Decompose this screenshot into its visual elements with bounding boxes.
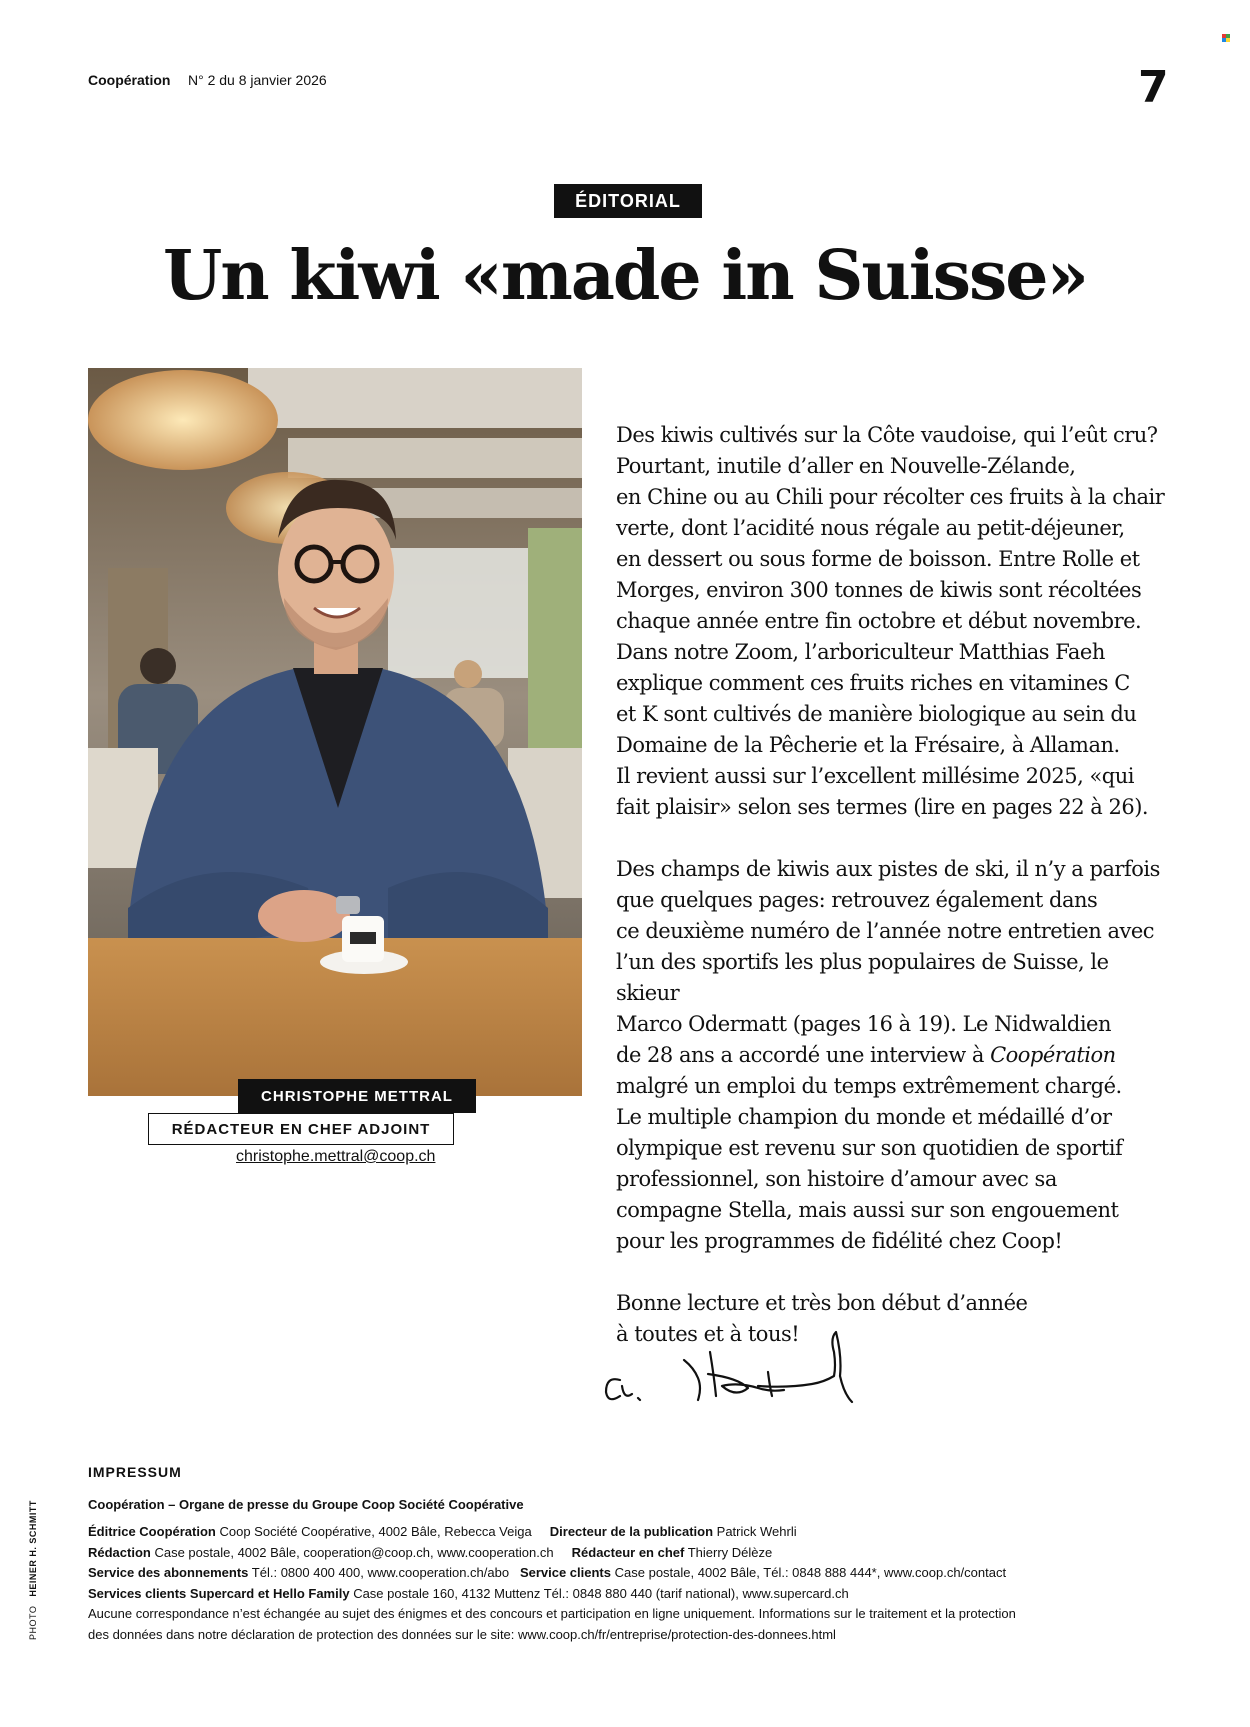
redaction-value: Case postale, 4002 Bâle, cooperation@coop.ch, www.cooperation.ch <box>154 1544 554 1560</box>
section-kicker: ÉDITORIAL <box>554 184 702 218</box>
clients-label: Service clients <box>519 1565 611 1580</box>
redchef-label: Rédacteur en chef <box>571 1544 685 1560</box>
author-portrait <box>88 368 582 1096</box>
paragraph-1: Des kiwis cultivés sur la Côte vaudoise, qui l’eût cru? Pourtant, inutile d’aller en Nouvelle-Zélande, en Chine ou au Chili pour récolter ces fruits à la chair verte, dont l’acidité nous régale au petit-déjeuner, en dessert ou sous forme de boisson. Entre Rolle et Morges, environ 300 tonnes de kiwis sont récoltées chaque année entre fin octobre et début novembre. Dans notre Zoom, l’arboriculteur Matthias Faeh explique comment ces fruits riches en vitamines C et K sont cultivés de manière biologique au sein du Domaine de la Pêcherie et la Frésaire, à Allaman. Il revient aussi sur l’excellent millésime 2025, «qui fait plaisir» selon ses termes (lire en pages 22 à 26). <box>616 423 1165 819</box>
paragraph-2-part-2: malgré un emploi du temps extrêmement chargé. Le multiple champion du monde et médaillé d’or olympique est revenu sur son quotidien de sportif professionnel, son histoire d’amour avec sa compagne Stella, mais aussi sur son engouement pour les programmes de fidélité chez Coop! <box>616 1074 1123 1253</box>
redchef-value: Thierry Délèze <box>687 1544 773 1560</box>
impressum-note-line-2: des données dans notre déclaration de protection des données sur le site: www.coop.ch/fr/entreprise/protection-des-donnees.html <box>88 1626 836 1642</box>
paragraph-3: Bonne lecture et très bon début d’année à toutes et à tous! <box>616 1291 1028 1346</box>
impressum-heading: IMPRESSUM <box>88 1464 182 1480</box>
publication-mention: Coopération <box>990 1043 1116 1067</box>
impressum-row-redaction <box>88 1543 1168 1564</box>
impressum-row-services <box>88 1563 1168 1584</box>
page-number: 7 <box>1138 62 1169 113</box>
impressum-note-line-1: Aucune correspondance n’est échangée au sujet des énigmes et des concours et participation en ligne uniquement. Informations sur le traitement et la protection <box>88 1606 1016 1621</box>
editrice-value: Coop Société Coopérative, 4002 Bâle, Rebecca Veiga <box>219 1524 532 1539</box>
impressum-row-publisher <box>88 1522 1168 1543</box>
abo-value: Tél.: 0800 400 400, www.cooperation.ch/abo <box>251 1565 510 1580</box>
supercard-value: Case postale 160, 4132 Muttenz Tél.: 0848 880 440 (tarif national), www.supercard.ch <box>353 1585 849 1601</box>
author-name-tag: CHRISTOPHE METTRAL <box>238 1079 476 1113</box>
directeur-value: Patrick Wehrli <box>716 1524 797 1539</box>
photo-credit <box>28 1500 38 1640</box>
photo-credit-name: HEINER H. SCHMITT <box>28 1500 38 1597</box>
registration-mark <box>1222 34 1230 42</box>
signature <box>598 1326 898 1417</box>
photo-credit-label: PHOTO <box>28 1605 38 1640</box>
author-role-tag: RÉDACTEUR EN CHEF ADJOINT <box>148 1113 454 1145</box>
impressum-details <box>88 1522 1168 1645</box>
author-email-link[interactable]: christophe.mettral@coop.ch <box>236 1148 436 1165</box>
clients-value: Case postale, 4002 Bâle, Tél.: 0848 888 444*, www.coop.ch/contact <box>614 1565 1007 1580</box>
page-title: Un kiwi «made in Suisse» <box>162 236 1088 316</box>
redaction-label: Rédaction <box>88 1544 151 1560</box>
impressum-organization: Coopération – Organe de presse du Groupe Coop Société Coopérative <box>88 1497 524 1512</box>
abo-label: Service des abonnements <box>88 1565 249 1580</box>
publication-name: Coopération <box>88 72 171 88</box>
impressum-row-supercard <box>88 1584 1168 1605</box>
supercard-label: Services clients Supercard et Hello Family <box>88 1585 350 1601</box>
issue-date: N° 2 du 8 janvier 2026 <box>188 72 327 88</box>
editorial-body <box>616 420 1176 1381</box>
editrice-label: Éditrice Coopération <box>88 1524 216 1539</box>
paragraph-2 <box>616 854 1176 1257</box>
directeur-label: Directeur de la publication <box>549 1524 714 1539</box>
paragraph-2-part-1: Des champs de kiwis aux pistes de ski, il n’y a parfois que quelques pages: retrouvez également dans ce deuxième numéro de l’année notre entretien avec l’un des sportifs les plus populaires de Suisse, le skieur Marco Odermatt (pages 16 à 19). Le Nidwaldien de 28 ans a accordé une interview à <box>616 857 1160 1067</box>
